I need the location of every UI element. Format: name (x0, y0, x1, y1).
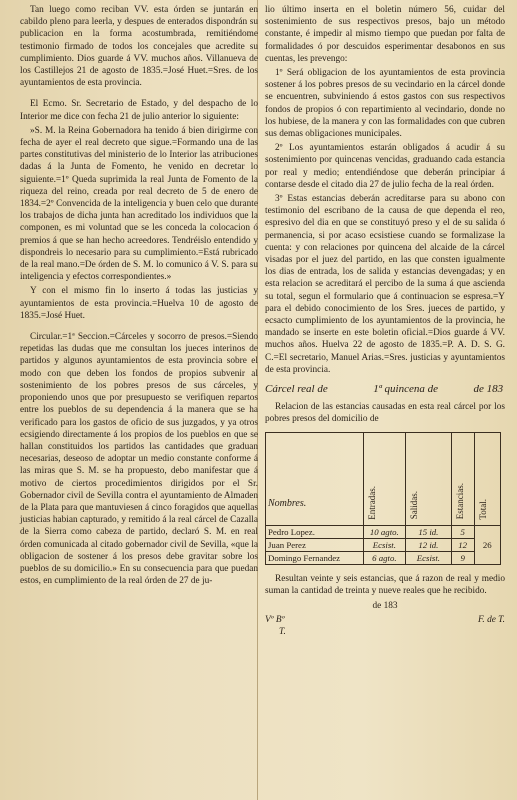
row-total: 26 (474, 525, 500, 565)
form-footer: Resultan veinte y seis estancias, que á razon de real y medio suman la cantidad de treinta y nueve reales que he recibido. (265, 574, 505, 597)
header-stays: Estancias. (451, 432, 474, 525)
header-exits: Salidas. (405, 432, 451, 525)
row-exit: 15 id. (405, 525, 451, 538)
row-stays: 12 (451, 538, 474, 551)
form-title: Cárcel real de 1ª quincena de de 183 (265, 383, 504, 396)
form-signatures (265, 614, 505, 626)
stays-table (265, 432, 501, 566)
row-name: Domingo Fernandez (266, 551, 364, 564)
row-stays: 5 (451, 525, 474, 538)
paragraph-article-3: 3º Estas estancias deberán acreditarse para su abono con testimonio del escribano de la causa de que dependa el reo, espresivo del dia en que se constituyó preso y el de su salida ó permanencia, si por acaso ecsistiese cuando se formalizase la cuenta: y con relaciones por quincena del alcaide de la cárcel visadas por el juez del partido, en las que consten igualmente los dias de entrada, los de salida y estancias devengadas; y en esta relacion se acreditará el percibo de la suma á que ascienda su total, segun el formulario que á continuacion se espresa.=Y para el debido conocimiento de los Sres. jueces de partido, y ecsacto cumplimiento de los ayuntamientos de la provincia, he mandado se inserte en este boletin oficial.=Dios guarde á VV. muchos años. Huelva 22 de agosto de 1835.=P. A. D. S. G. C.=El secretario, Manuel Arias.=Sres. justicias y ayuntamientos de esta provincia. (265, 194, 505, 375)
header-total: Total. (474, 432, 500, 525)
table-row (266, 538, 501, 551)
signature-left: Vº Bº (265, 614, 285, 625)
table-row (266, 525, 501, 538)
row-exit: Ecsist. (405, 551, 451, 564)
prison-form (265, 382, 505, 638)
header-names: Nombres. (266, 432, 364, 525)
paragraph-article-2: 2º Los ayuntamientos estarán obligados á acudir á su sostenimiento por quincenas vencidas, graduando cada estancia por real y medio; entendiéndose que deberán principiar á contarse desde el citado dia 27 de julio fecha de la real órden. (265, 143, 505, 190)
paragraph-publication-order: Tan luego como reciban VV. esta órden se juntarán en cabildo pleno para leerla, y despues de enterados dispondrán su publicacion en la forma acostumbrada, remitiéndome testimonio firmado de todos los concejales que acredite su cumplimiento. Dios guarde á VV. muchos años. Villanueva de los Castillejos 21 de agosto de 1835.=José Huet.=Sres. de los ayuntamientos de esta provincia. (20, 5, 258, 89)
row-entry: Ecsist. (363, 538, 405, 551)
row-name: Pedro Lopez. (266, 525, 364, 538)
paragraph-royal-decree: »S. M. la Reina Gobernadora ha tenido á bien dirigirme con fecha de ayer el real decreto que sigue.=Formando una de las partes constitutivas del ministerio de lo Interior las atribuciones dadas á la Junta de Fomento, he venido en decretar lo siguiente.=1º Queda suprimida la real Junta de Fomento de la riqueza del reino, creada por real decreto de 5 de enero de 1834.=2º Convencida de la inteligencia y buen celo que durante los trabajos de dicha junta han acreditado los individuos que la componen, es mi voluntad que se les conceda la colocacion ó premios á que se han hecho acreedores. Tendréislo entendido y dispondreis lo necesario para su cumplimiento.=Está rubricado de la real mano.=De órden de S. M. lo comunico á V. S. para su inteligencia y efectos correspondientes.» (20, 125, 258, 283)
header-entries: Entradas. (363, 432, 405, 525)
signature-right: F. de T. (477, 614, 505, 625)
right-column (265, 4, 505, 638)
row-entry: 10 agto. (363, 525, 405, 538)
row-name: Juan Perez (266, 538, 364, 551)
table-row (266, 551, 501, 564)
left-column (20, 4, 258, 589)
form-description: Relacion de las estancias causadas en esta real cárcel por los pobres presos del domicilio de (265, 402, 505, 425)
row-exit: 12 id. (405, 538, 451, 551)
paragraph-article-1: 1º Será obligacion de los ayuntamientos de esta provincia sostener á los pobres presos de su vecindario en la cárcel donde se encuentren, subviniendo á estos gastos con sus respectivos fondos de propios ó con repartimiento al vecindario, donde no los hubiese, de la manera y con las formalidades con que cubren sus demas obligaciones municipales. (265, 68, 505, 140)
paragraph-circular-prisons: Circular.=1ª Seccion.=Cárceles y socorro de presos.=Siendo repetidas las dudas que me consultan los jueces interinos de partidos y algunos ayuntamientos de esta provincia sobre el modo con que deben los fondos de propios subvenir al sostenimiento de los pobres presos de sus cárceles, y proponiendo unos que por presupuesto se verifiquen repartos entre los pueblos de su dependencia á la manera que se ha verificado para los gastos de oficio de sus juzgados, y ya otros ecsigiendo directamente á los propios de los pueblos en que se hallan constituidos los partidos las cantidades que graduan necesarias, deseoso de adoptar un medio constante conforme á las miras que S. M. se ha propuesto, debo manifestar que á motivo de ciertos procedimientos dirigidos por el Sr. Gobernador civil de Sevilla contra el ayuntamiento de Almaden de la Plata para que mantuviesen á cinco foragidos que aquellas justicias habian capturado, y remitido á la real cárcel de Cazalla de la Sierra como cabeza de partido, declaró S. M. en real órden comunicada al citado gobernador civil de Sevilla, «que la obligacion de sostener á los presos debe gravitar sobre los pueblos de su domicilio.» En su consecuencia para que puedan estos, en cumplimiento de la real órden de 27 de ju- (20, 332, 258, 587)
row-entry: 6 agto. (363, 551, 405, 564)
paragraph-continuation: lio último inserta en el boletin número 56, cuidar del sostenimiento de sus respectivos presos, bajo un método constante, é impedir al mismo tiempo que puedan por falta de formalidades ó por descuidos esperimentar desabonos en sus cuentas, les prevengo: (265, 5, 505, 64)
signature-t: T. (279, 626, 286, 637)
form-footer-date: de 183 (372, 600, 398, 611)
row-stays: 9 (451, 551, 474, 564)
paragraph-insertion-notice: Y con el mismo fin lo inserto á todas las justicias y ayuntamientos de esta provincia.=Huelva 10 de agosto de 1835.=José Huet. (20, 286, 258, 321)
paragraph-secretary-notice: El Ecmo. Sr. Secretario de Estado, y del despacho de lo Interior me dice con fecha 21 de julio anterior lo siguiente: (20, 99, 258, 122)
